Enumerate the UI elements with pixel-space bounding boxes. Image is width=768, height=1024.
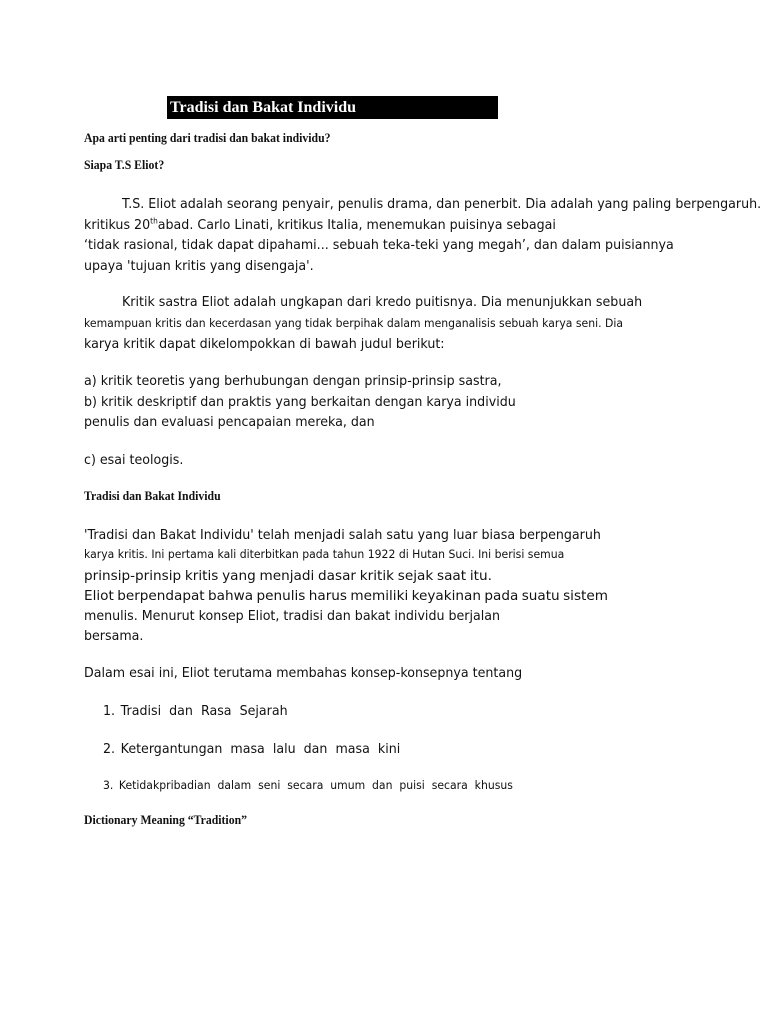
paragraph-3-line-4: Eliot berpendapat bahwa penulis harus memiliki keyakinan pada suatu sistem bbox=[84, 588, 608, 604]
paragraph-2-line-3: karya kritik dapat dikelompokkan di bawah judul berikut: bbox=[84, 336, 445, 352]
paragraph-3-line-5: menulis. Menurut konsep Eliot, tradisi dan bakat individu berjalan bbox=[84, 608, 501, 624]
item-c: c) esai teologis. bbox=[84, 452, 184, 468]
section-heading-dictionary-meaning: Dictionary Meaning “Tradition” bbox=[84, 813, 247, 827]
item-a: a) kritik teoretis yang berhubungan dengan prinsip-prinsip sastra, bbox=[84, 373, 502, 389]
paragraph-3-line-3: prinsip-prinsip kritis yang menjadi dasar kritik sejak saat itu. bbox=[84, 568, 492, 584]
numbered-list-item-2: 2. Ketergantungan masa lalu dan masa kini bbox=[103, 741, 401, 757]
paragraph-1-line-2: kritikus 20thabad. Carlo Linati, kritikus Italia, menemukan puisinya sebagai bbox=[84, 216, 556, 233]
paragraph-3-line-6: bersama. bbox=[84, 628, 144, 644]
document-title: Tradisi dan Bakat Individu bbox=[167, 96, 498, 119]
paragraph-1-line-3: ‘tidak rasional, tidak dapat dipahami... sebuah teka-teki yang megah’, dan dalam puisiannya bbox=[84, 237, 674, 253]
paragraph-2-line-1: Kritik sastra Eliot adalah ungkapan dari kredo puitisnya. Dia menunjukkan sebuah bbox=[122, 294, 643, 310]
paragraph-1-line-4: upaya 'tujuan kritis yang disengaja'. bbox=[84, 258, 314, 274]
question-heading-who-eliot: Siapa T.S Eliot? bbox=[84, 158, 165, 172]
paragraph-1-line-1: T.S. Eliot adalah seorang penyair, penulis drama, dan penerbit. Dia adalah yang paling berpengaruh. bbox=[122, 196, 762, 212]
paragraph-4: Dalam esai ini, Eliot terutama membahas konsep-konsepnya tentang bbox=[84, 665, 523, 681]
paragraph-3-line-1: 'Tradisi dan Bakat Individu' telah menjadi salah satu yang luar biasa berpengaruh bbox=[84, 527, 601, 543]
item-b-line-2: penulis dan evaluasi pencapaian mereka, dan bbox=[84, 414, 375, 430]
section-heading-tradisi: Tradisi dan Bakat Individu bbox=[84, 489, 221, 503]
paragraph-2-line-2: kemampuan kritis dan kecerdasan yang tidak berpihak dalam menganalisis sebuah karya seni. Dia bbox=[84, 316, 624, 330]
superscript-th: th bbox=[150, 216, 158, 226]
paragraph-3-line-2: karya kritis. Ini pertama kali diterbitkan pada tahun 1922 di Hutan Suci. Ini berisi semua bbox=[84, 547, 565, 561]
item-b-line-1: b) kritik deskriptif dan praktis yang berkaitan dengan karya individu bbox=[84, 394, 516, 410]
numbered-list-item-3: 3. Ketidakpribadian dalam seni secara umum dan puisi secara khusus bbox=[103, 778, 513, 792]
numbered-list-item-1: 1. Tradisi dan Rasa Sejarah bbox=[103, 703, 288, 719]
question-heading-importance: Apa arti penting dari tradisi dan bakat individu? bbox=[84, 131, 331, 145]
